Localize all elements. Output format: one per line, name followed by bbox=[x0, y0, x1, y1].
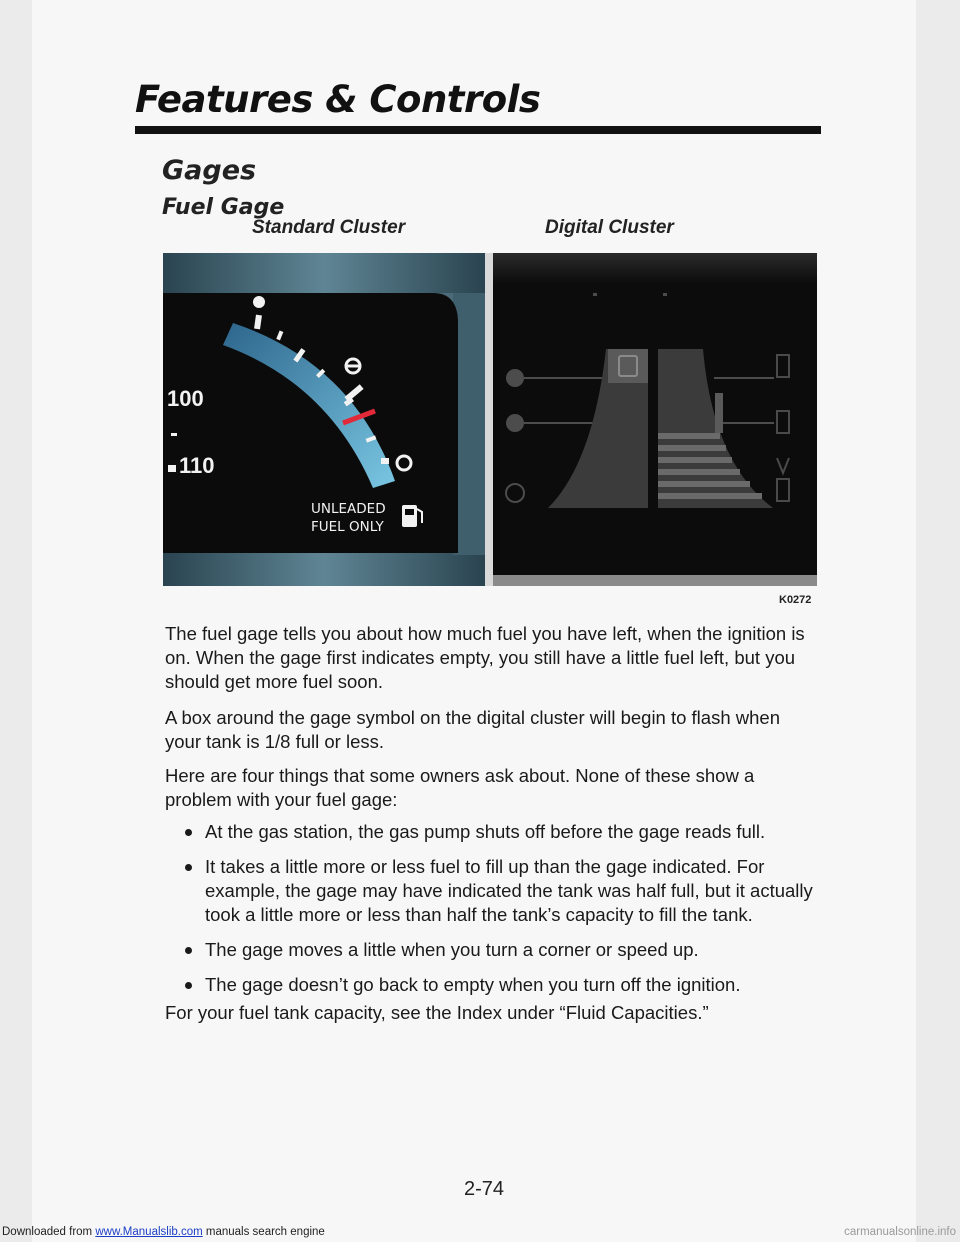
section-title: Gages bbox=[162, 155, 257, 186]
bullet-list bbox=[165, 820, 815, 1008]
figure-id: K0272 bbox=[779, 594, 812, 606]
caption-standard-cluster: Standard Cluster bbox=[252, 217, 406, 238]
footer-prefix: Downloaded from bbox=[2, 1226, 96, 1238]
bullet-icon bbox=[185, 947, 192, 954]
list-item-text: The gage doesn’t go back to empty when you turn off the ignition. bbox=[205, 974, 741, 995]
digital-cluster-panel bbox=[493, 253, 817, 586]
bullet-icon bbox=[185, 829, 192, 836]
notice-line-2: FUEL ONLY bbox=[311, 519, 384, 535]
list-item-text: At the gas station, the gas pump shuts off before the gage reads full. bbox=[205, 821, 766, 842]
footer-watermark: carmanualsonline.info bbox=[844, 1226, 956, 1238]
header-rule bbox=[135, 126, 821, 134]
manualslib-link[interactable]: www.Manualslib.com bbox=[95, 1226, 203, 1238]
page-number: 2-74 bbox=[464, 1178, 505, 1200]
footer-download-note bbox=[2, 1226, 325, 1238]
paragraph-4: For your fuel tank capacity, see the Index under “Fluid Capacities.” bbox=[165, 1002, 709, 1023]
subsection-title: Fuel Gage bbox=[162, 195, 285, 220]
notice-line-1: UNLEADED bbox=[311, 501, 386, 517]
bullet-icon bbox=[185, 982, 192, 989]
footer bbox=[0, 1226, 960, 1242]
speedo-label-110: 110 bbox=[179, 453, 215, 478]
list-item bbox=[165, 855, 815, 927]
page-header-title: Features & Controls bbox=[135, 78, 541, 121]
list-item bbox=[165, 820, 815, 844]
list-item-text: The gage moves a little when you turn a corner or speed up. bbox=[205, 939, 699, 960]
bullet-icon bbox=[185, 864, 192, 871]
standard-cluster-panel bbox=[163, 253, 485, 586]
manual-page bbox=[32, 0, 916, 1242]
list-item bbox=[165, 938, 815, 962]
speedo-label-100: 100 bbox=[167, 386, 204, 411]
list-item-text: It takes a little more or less fuel to fill up than the gage indicated. For example, the gage may have indicated the tank was half full, but it actually took a little more or less than half the tank’s capacity to fill the tank. bbox=[205, 856, 813, 925]
paragraph-3: Here are four things that some owners ask about. None of these show a problem with your fuel gage: bbox=[165, 765, 755, 810]
caption-digital-cluster: Digital Cluster bbox=[545, 217, 674, 238]
list-item bbox=[165, 973, 815, 997]
paragraph-1: The fuel gage tells you about how much fuel you have left, when the ignition is on. When the gage first indicates empty, you still have a little fuel left, but you should get more fuel soon. bbox=[165, 623, 805, 692]
paragraph-2: A box around the gage symbol on the digital cluster will begin to flash when your tank is 1/8 full or less. bbox=[165, 707, 780, 752]
fuel-gage-photo bbox=[163, 253, 817, 586]
footer-suffix: manuals search engine bbox=[202, 1226, 325, 1238]
